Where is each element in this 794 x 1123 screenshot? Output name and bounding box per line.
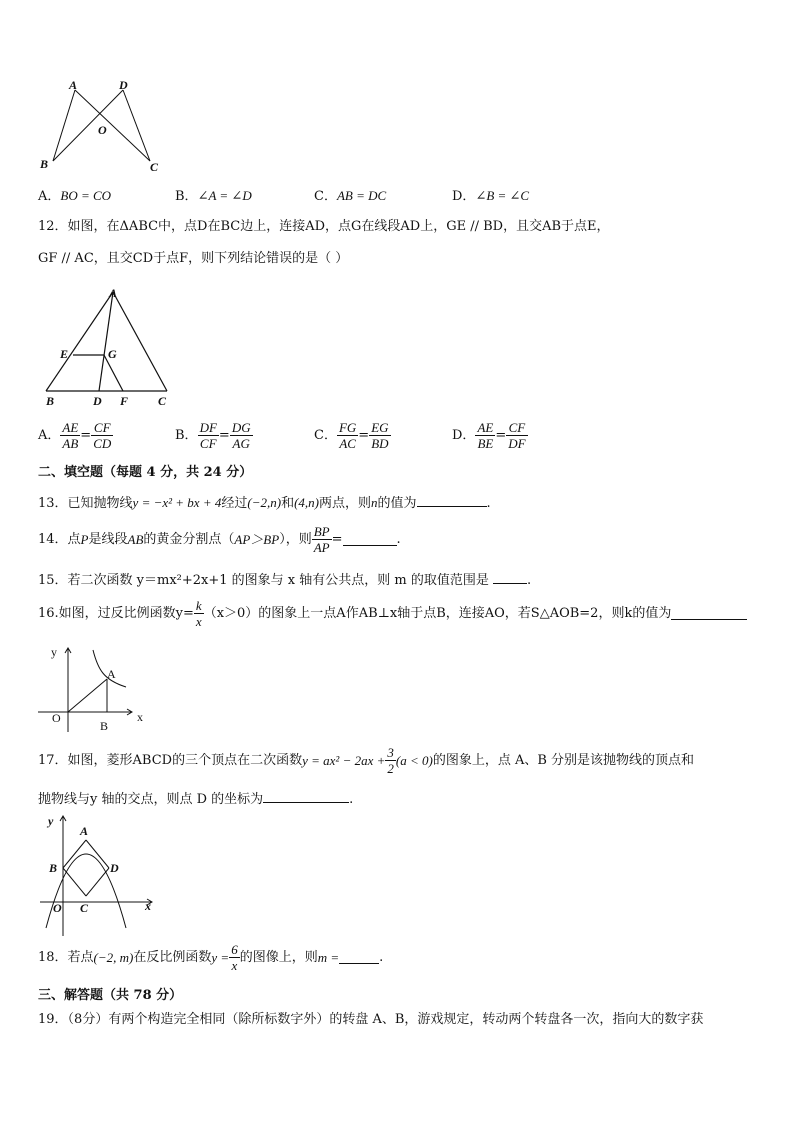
q16-answer-blank[interactable] — [671, 607, 747, 620]
q11-option-b-text: ∠A = ∠D — [197, 188, 252, 203]
q17-label-c: C — [80, 901, 89, 915]
q18-answer-blank[interactable] — [339, 951, 379, 964]
q12-option-b: B． $\frac{DF}{CF}$ = $\frac{DG}{AG}$ — [175, 420, 251, 451]
q12-options — [38, 420, 758, 460]
q13: 13．已知抛物线y = −x² + bx + 4经过(−2,n)和(4,n)两点，则n的值为 . — [38, 495, 491, 511]
q12-label-g: G — [108, 347, 117, 361]
q12-label-e: E — [60, 347, 69, 361]
q12-option-c: C． $\frac{FG}{AC}$ = $\frac{EG}{BD}$ — [314, 420, 389, 451]
q17-figure — [40, 812, 164, 940]
q17-label-b: B — [49, 861, 58, 875]
q13-answer-blank[interactable] — [417, 494, 487, 507]
q12-option-d: D． $\frac{AE}{BE}$ = $\frac{CF}{DF}$ — [452, 420, 526, 451]
q11-label-o: O — [98, 123, 107, 137]
q12-label-f: F — [120, 394, 129, 408]
section-solve-heading: 三、解答题（共 78 分） — [38, 988, 183, 1003]
q17-label-y: y — [48, 814, 54, 828]
q11-option-a-label: A． — [38, 189, 61, 204]
q16-label-b: B — [100, 719, 109, 733]
q17-answer-blank[interactable] — [263, 790, 349, 803]
q11-option-c-label: C． — [314, 189, 337, 204]
q15: 15．若二次函数 y＝mx²+2x+1 的图象与 x 轴有公共点，则 m 的取值范围是 . — [38, 573, 532, 588]
q12-line1: 12．如图，在ΔABC中，点D在BC边上，连接AD，点G在线段AD上，GE // BD，且交AB于点E， — [38, 219, 610, 234]
q11-option-d-label: D． — [452, 189, 476, 204]
q11-label-b: B — [40, 157, 49, 171]
q11-option-b-label: B． — [175, 189, 198, 204]
q11-label-c: C — [150, 160, 159, 174]
q11-figure — [36, 78, 166, 178]
q11-label-a: A — [69, 78, 78, 92]
q17-label-o: O — [53, 901, 62, 915]
q12-label-d: D — [93, 394, 102, 408]
q12-figure — [36, 284, 176, 410]
q11-label-d: D — [119, 78, 128, 92]
q17-label-x: x — [145, 899, 151, 913]
q16-label-o: O — [52, 711, 61, 725]
q12-option-a: A． $\frac{AE}{AB}$ = $\frac{CF}{CD}$ — [38, 420, 112, 451]
q12-line2: GF // AC，且交CD于点F，则下列结论错误的是（ ） — [38, 251, 349, 266]
q18: 18．若点 (−2, m) 在反比例函数 y = $\frac{6}{x}$ 的图像上，则 m = . — [38, 942, 384, 973]
q15-answer-blank[interactable] — [493, 571, 527, 584]
q14-answer-blank[interactable] — [343, 533, 397, 546]
q12-label-b: B — [46, 394, 55, 408]
q12-label-c: C — [158, 394, 167, 408]
q16-figure — [36, 642, 156, 738]
q17-line1: 17．如图，菱形ABCD的三个顶点在二次函数 y = ax² − 2ax + $\frac{3}{2}$ (a < 0) 的图象上，点 A、B 分别是该抛物线的顶点和 — [38, 745, 695, 776]
q17-label-a: A — [80, 824, 89, 838]
q11-option-c-text: AB = DC — [336, 188, 387, 203]
q16-label-a: A — [107, 667, 116, 681]
q12-label-a: A — [109, 286, 118, 300]
q11-option-d-text: ∠B = ∠C — [475, 188, 530, 203]
q17-label-d: D — [110, 861, 119, 875]
section-fill-in-heading: 二、填空题（每题 4 分，共 24 分） — [38, 465, 253, 480]
q17-line2: 抛物线与y 轴的交点，则点 D 的坐标为 . — [38, 792, 354, 807]
q19: 19．（8分）有两个构造完全相同（除所标数字外）的转盘 A、B，游戏规定，转动两个转盘各一次，指向大的数字获 — [38, 1012, 704, 1027]
q16-label-x: x — [137, 710, 143, 724]
q11-option-a-text: BO = CO — [60, 188, 112, 203]
q14: 14．点 P 是线段 AB 的黄金分割点（ AP＞BP ），则 $\frac{BP}{AP}$ = . — [38, 524, 401, 555]
q16: 16.如图，过反比例函数y= $\frac{k}{x}$ （x＞0）的图象上一点A作AB⊥x轴于点B，连接AO，若S△AOB=2，则k的值为 — [38, 598, 747, 629]
q16-label-y: y — [51, 645, 57, 659]
